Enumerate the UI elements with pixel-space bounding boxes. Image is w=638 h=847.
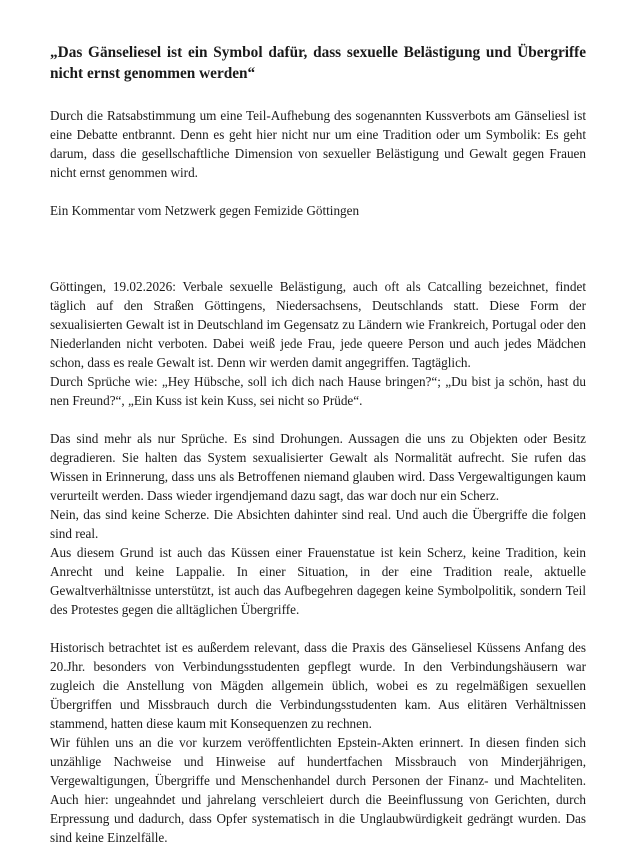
spacer: [50, 182, 586, 201]
article-title: „Das Gänseliesel ist ein Symbol dafür, dass sexuelle Belästigung und Übergriffe nicht ernst genommen werden“: [50, 44, 586, 82]
body-paragraph: Aus diesem Grund ist auch das Küssen einer Frauenstatue ist kein Scherz, keine Tradition, kein Anrecht und keine Lappalie. In einer Situation, in der eine Tradition reale, aktuelle Gewaltverhältnisse unterstützt, ist auch das Aufbegehren dagegen keine Symbolpolitik, sondern Teil des Protestes gegen die alltäglichen Übergriffe.: [50, 545, 586, 617]
spacer: [50, 220, 586, 277]
body-paragraph: Nein, das sind keine Scherze. Die Absichten dahinter sind real. Und auch die Übergriffe die folgen sind real.: [50, 507, 586, 541]
body-paragraph: Durch Sprüche wie: „Hey Hübsche, soll ich dich nach Hause bringen?“; „Du bist ja schön, hast du nen Freund?“, „Ein Kuss ist kein Kuss, sei nicht so Prüde“.: [50, 374, 586, 408]
spacer: [50, 410, 586, 429]
body-paragraph: Göttingen, 19.02.2026: Verbale sexuelle Belästigung, auch oft als Catcalling bezeichnet, findet täglich auf den Straßen Göttingens, Niedersachsens, Deutschlands statt. Diese Form der sexualisierten Gewalt ist in Deutschland im Gegensatz zu Ländern wie Frankreich, Portugal oder den Niederlanden nicht verboten. Dabei weiß jede Frau, jede queere Person und auch jedes Mädchen schon, dass es reale Gewalt ist. Denn wir werden damit angegriffen. Tagtäglich.: [50, 279, 586, 370]
body-paragraph: Das sind mehr als nur Sprüche. Es sind Drohungen. Aussagen die uns zu Objekten oder Besitz degradieren. Sie halten das System sexualisierter Gewalt als Normalität aufrecht. Sie rufen das Wissen in Erinnerung, dass uns als Betroffenen niemand glauben wird. Dass Vergewaltigungen kaum verurteilt werden. Dass wieder irgendjemand dazu sagt, das war doch nur ein Scherz.: [50, 431, 586, 503]
byline: Ein Kommentar vom Netzwerk gegen Femizide Göttingen: [50, 203, 360, 218]
spacer: [50, 619, 586, 638]
body-paragraph: Historisch betrachtet ist es außerdem relevant, dass die Praxis des Gänseliesel Küssens Anfang des 20.Jhr. besonders von Verbindungsstudenten gepflegt wurde. In den Verbindungshäusern war zugleich die Anstellung von Mägden allgemein üblich, wobei es zu regelmäßigen sexuellen Übergriffen und Missbrauch durch die Verbindungsstudenten kam. Aus elitären Verhältnissen stammend, hatten diese kaum mit Konsequenzen zu rechnen.: [50, 640, 586, 731]
lead-paragraph: Durch die Ratsabstimmung um eine Teil-Aufhebung des sogenannten Kussverbots am Gänseliesl ist eine Debatte entbrannt. Denn es geht hier nicht nur um eine Tradition oder um Symbolik: Es geht darum, dass die gesellschaftliche Dimension von sexueller Belästigung und Gewalt gegen Frauen nicht ernst genommen wird.: [50, 108, 586, 180]
body-paragraph: Wir fühlen uns an die vor kurzem veröffentlichten Epstein-Akten erinnert. In diesen finden sich unzählige Nachweise und Hinweise auf hundertfachen Missbrauch von Minderjährigen, Vergewaltigungen, Übergriffe und Menschenhandel durch Personen der Finanz- und Machteliten. Auch hier: ungeahndet und jahrelang verschleiert durch die Beeinflussung von Gerichten, durch Erpressung und dadurch, dass Opfer systematisch in die Unglaubwürdigkeit gedrängt wurden. Das sind keine Einzelfälle.: [50, 735, 586, 845]
